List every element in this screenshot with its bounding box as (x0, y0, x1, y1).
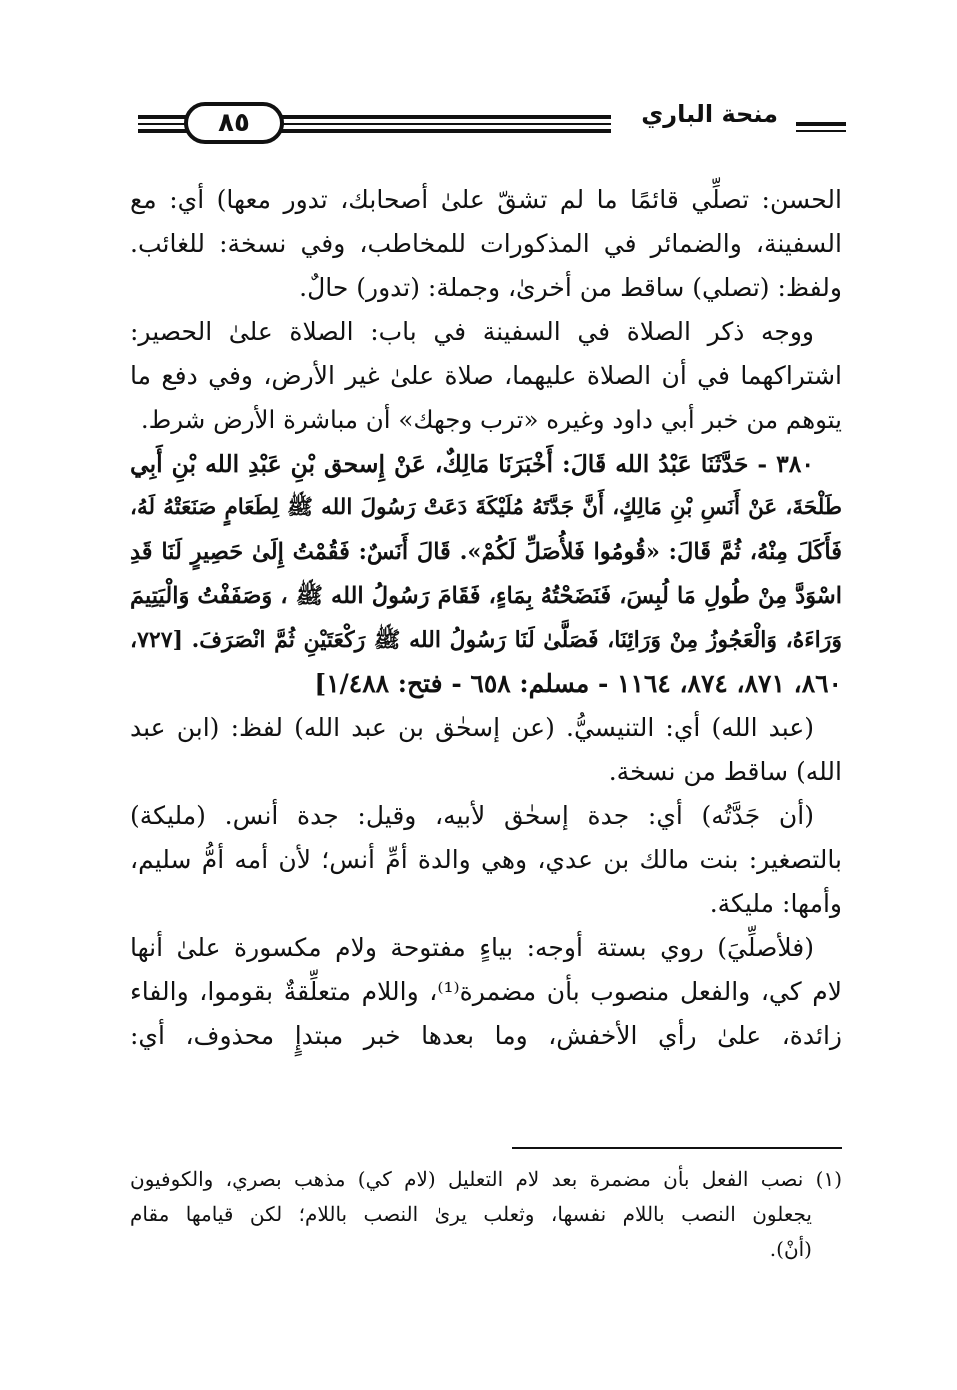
text-line: طَلْحَةَ، عَنْ أَنَسِ بْنِ مَالِكٍ، أَنَّ جَدَّتَهُ مُلَيْكَةَ دَعَتْ رَسُولَ الله ﷺ لِطَعَامٍ صَنَعَتْهُ لَهُ، (130, 495, 842, 520)
main-text (130, 178, 842, 1058)
footnote-line: (أنْ). (769, 1237, 812, 1261)
text-line: ٨٦٠، ٨٧١، ٨٧٤، ١١٦٤ - مسلم: ٦٥٨ - فتح: ١/٤٨٨] (314, 669, 842, 698)
text-line: (أن جَدَّتُه) أي: جدة إسحٰق لأبيه، وقيل: جدة أنس. (مليكة) (130, 801, 814, 830)
text-line: وأمها: مليكة. (709, 889, 842, 918)
text-line: الله) ساقط من نسخة. (608, 757, 842, 786)
text-line: اسْوَدَّ مِنْ طُولِ مَا لُبِسَ، فَنَضَحْتُهُ بِمَاءٍ، فَقَامَ رَسُولُ الله ﷺ ، وَصَفَفْتُ وَالْيَتِيمَ (130, 583, 842, 609)
header-rule-middle-3 (268, 129, 611, 133)
text-line: يتوهم من خبر أبي داود وغيره «ترب وجهك» أن مباشرة الأرض شرط. (140, 405, 842, 434)
text-line: (فلأصلِّيَ) روي بستة أوجه: بياءٍ مفتوحة ولام مكسورة علىٰ أنها (130, 933, 814, 962)
page-header (138, 82, 846, 154)
text-line: ولفظ: (تصلي) ساقط من أخرىٰ، وجملة: (تدور) حالٌ. (299, 273, 842, 302)
page-number: ٨٥ (218, 108, 250, 138)
header-rule-middle-1 (268, 115, 611, 119)
text-line: الحسن: تصلِّي قائمًا ما لم تشقّ علىٰ أصحابك، تدور معها) أي: مع (130, 185, 842, 214)
text-line: بالتصغير: بنت مالك بن عدي، وهي والدة أمِّ أنس؛ لأن أمه أمُّ سليم، (130, 845, 842, 874)
text-line: وَرَاءَهُ، وَالْعَجُوزُ مِنْ وَرَائِنَا، فَصَلَّىٰ لَنَا رَسُولُ الله ﷺ رَكْعَتَيْنِ ثُمَّ انْصَرَفَ. [٧٢٧، (130, 627, 842, 653)
book-title: منحة الباري (641, 100, 778, 128)
text-line: السفينة، والضمائر في المذكورات للمخاطب، وفي نسخة: للغائب. (130, 229, 842, 258)
text-line: (عبد الله) أي: التنيسيُّ. (عن إسحٰق بن عبد الله) لفظ: (ابن عبد (130, 713, 814, 742)
header-rule-right-top (796, 122, 846, 126)
text-line: فَأَكَلَ مِنْهُ، ثُمَّ قَالَ: «قُومُوا فَلأُصَلِّ لَكُمْ». قَالَ أَنَسٌ: فَقُمْتُ إِلَىٰ حَصِيرٍ لَنَا قَدِ (130, 539, 842, 565)
footnote-separator (512, 1147, 842, 1149)
text-line: ووجه ذكر الصلاة في السفينة في باب: الصلاة علىٰ الحصير: (130, 317, 814, 346)
footnote-line: يجعلون النصب باللام نفسها، وثعلب يرىٰ النصب باللام؛ لكن قيامها مقام (130, 1202, 812, 1226)
text-line: اشتراكهما في أن الصلاة عليهما، صلاة علىٰ غير الأرض، وفي دفع ما (130, 361, 842, 390)
text-line: لام كي، والفعل منصوب بأن مضمرة⁽¹⁾، واللام متعلِّقةٌ بقوموا، والفاء (130, 977, 842, 1006)
footnotes (130, 1162, 842, 1267)
text-line: زائدة، علىٰ رأي الأخفش، وما بعدها خبر مبتدإٍ محذوف، أي: (130, 1021, 842, 1050)
header-rule-middle-2 (268, 123, 611, 125)
header-rule-right-bottom (796, 130, 846, 132)
text-line: ٣٨٠ - حَدَّثَنَا عَبْدُ الله قَالَ: أَخْبَرَنَا مَالِكٌ، عَنْ إِسحق بْنِ عَبْدِ الله بْنِ أَبِي (130, 450, 814, 478)
footnote-line: (١) نصب الفعل بأن مضمرة بعد لام التعليل (لام كي) مذهب بصري، والكوفيون (130, 1167, 842, 1191)
page-number-badge (184, 102, 284, 144)
